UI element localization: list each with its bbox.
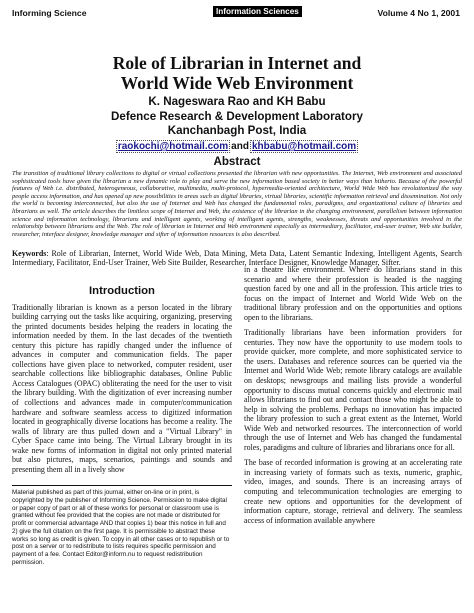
- right-paragraph-3: The base of recorded information is growing at an accelerating rate in increasing variety of formats such as texts, numeric, graphic, video, images, and sounds. There is an increasing arrays of computing and telecommunication technologies are emerging to create new options and opportunities for the development of information capture, storage, retrieval and delivery. The seamless access of information available anywhere: [244, 458, 462, 525]
- left-column: [12, 287, 232, 480]
- intro-paragraph-1: Traditionally librarian is known as a person located in the library building carrying out the tasks like acquiring, organizing, preserving the printed documents besides helping the readers in locating the information needed by them. In the last decades of the twentieth century this picture has rapidly changed under the influence of advances in computer and communication fields. The paper collections have given place to networked, computer resident, user searchable collections like bibliographic databases, Online Public Access Catalogues (OPAC) obliterating the need for the user to visit the library building. With the digitization of ever increasing number of collections and advances made in computer/communication hardware and software seamless access to digitized information located in geographically diverse locations has become a reality. The walls of library are thus pulled down and a "Virtual Library" in Cyber Space came into being. The Virtual Library brought in its wake new forms of information in digital not only printed material but also pictures, maps, scenarios, paintings and sounds and presenting them all in a lively show: [12, 302, 232, 474]
- right-paragraph-1: in a theatre like environment. Where do librarians stand in this scenario and where their profession is headed is the nagging question faced by one and all in the profession. This article tries to focus on the impact of Internet and World Wide Web on the traditional library profession and on the opportunities and options open to the librarians.: [244, 265, 462, 322]
- journal-name: Informing Science: [12, 8, 87, 18]
- abstract-heading: Abstract: [213, 155, 261, 168]
- footnote-divider: [12, 485, 232, 486]
- volume-info: Volume 4 No 1, 2001: [377, 8, 460, 18]
- author-block: [0, 95, 474, 139]
- email-link-first[interactable]: raokochi@hotmail.com: [117, 141, 229, 152]
- author-names: K. Nageswara Rao and KH Babu: [148, 95, 326, 108]
- affiliation-line-2: Kanchanbagh Post, India: [167, 124, 307, 137]
- title-line-1: Role of Librarian in Internet and: [112, 53, 362, 73]
- introduction-heading: Introduction: [89, 285, 155, 297]
- copyright-footnote: Material published as part of this journal, either on-line or in print, is copyrighted by the publisher of Informing Science. Permission to make digital or paper copy of part or all of these works for personal or classroom use is granted without fee provided that the copies are not made or distributed for profit or commercial advantage AND that copies 1) bear this notice in full and 2) give the full citation on the first page. It is permissible to abstract these works so long as credit is given. To copy in all other cases or to republish or to post on a server or to redistribute to lists requires specific permission and payment of a fee. Contact Editor@inform.nu to request redistribution permission.: [12, 489, 230, 566]
- right-column: [244, 265, 462, 531]
- paper-title: [0, 53, 474, 93]
- author-emails: [0, 141, 474, 152]
- right-paragraph-2: Traditionally librarians have been information providers for centuries. They now have the opportunity to use modern tools to provide quicker, more complete, and more sophisticated service to the users. Databases and reference sources can be queried via the Internet and World Wide Web; remote library catalogs are available on desktops; newsgroups and mailing lists provide a wonderful opportunity to discuss mutual concerns quickly and electronic mail allows librarians to find out and contact those who might be able to help in solving the problems. Perhaps no innovation has impacted the library profession to such a great extent as the Internet, World Wide Web and networked resources. The interconnection of world through the use of Internet and Web has changed the fundamental roles, paradigms and culture of libraries and librarians once for all.: [244, 328, 462, 452]
- affiliation-line-1: Defence Research & Development Laboratory: [111, 109, 363, 123]
- title-line-2: World Wide Web Environment: [120, 73, 354, 93]
- running-header: [12, 6, 460, 20]
- keywords-text: : Role of Librarian, Internet, World Wide Web, Data Mining, Meta Data, Latent Semantic Indexing, Intelligent Agents, Search Intermediary, Facilitator, End-User Trainer, Web Site Builder, Researcher, Interface Designer, Knowledge Manager, Sifter.: [12, 249, 462, 268]
- section-badge: Information Sciences: [213, 6, 302, 17]
- email-link-second[interactable]: khbabu@hotmail.com: [251, 141, 357, 152]
- abstract-text: The transition of traditional library collections to digital or virtual collections presented the librarian with new opportunities. The Internet, Web environment and associated sophisticated tools have given the librarian a new dynamic role to play and serve the new information based society in better ways than hitherto. Because of the powerful features of Web i.e. distributed, heterogeneous, collaborative, multimedia, multi-protocol, hypermedia-oriented architecture, World Wide Web has revolutionized the way people access information, and has opened up new possibilities in areas such as digital libraries, virtual libraries, scientific information retrieval and dissemination. Not only the world is becoming interconnected, but also the use of Internet and Web has changed the fundamental roles, paradigms, and organizational culture of libraries and librarians as well. The article describes the limitless scope of Internet and Web, the existence of the librarian in the changing environment, parallelism between information science and information technology, librarians and intelligent agents, working of intelligent agents, strengths, weaknesses, threats and opportunities involved in the relationship between librarians and the Web. The role of librarian in Internet and Web environment especially as intermediary, facilitator, end-user trainer, Web site builder, researcher, interface designer, knowledge manager and sifter of information resources is also described.: [12, 170, 462, 238]
- keywords-label: Keywords: [12, 249, 47, 258]
- email-joiner: and: [231, 141, 249, 152]
